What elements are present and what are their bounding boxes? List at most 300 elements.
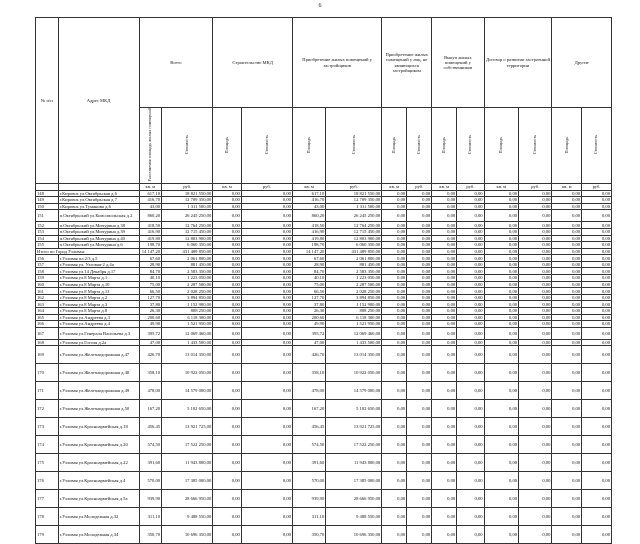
subheader-total-area: Расселяемая площадь жилых помещений xyxy=(139,108,162,184)
cost-cell: 14 579 000,00 xyxy=(326,382,382,400)
cost-cell: 0,00 xyxy=(519,255,552,262)
cost-cell: 0,00 xyxy=(457,301,484,308)
area-cell: 0,00 xyxy=(382,454,407,472)
table-row xyxy=(36,301,612,308)
area-cell: 0,00 xyxy=(484,210,519,222)
row-number: 151 xyxy=(36,210,59,222)
cost-cell: 13 921 725,00 xyxy=(326,418,382,436)
row-number: 148 xyxy=(36,190,59,197)
unit-cell-empty xyxy=(58,183,139,190)
cost-cell: 0,00 xyxy=(407,268,432,275)
cost-cell: 1 223 050,00 xyxy=(162,275,213,282)
cost-cell: 1 521 950,00 xyxy=(326,321,382,328)
area-cell: 0,00 xyxy=(213,339,242,346)
area-cell: 43,00 xyxy=(292,203,325,210)
page-number: 6 xyxy=(318,3,322,9)
area-cell: 860,20 xyxy=(292,210,325,222)
area-cell: 0,00 xyxy=(552,436,582,454)
subheader-area: Площадь xyxy=(432,108,457,184)
area-cell: 0,00 xyxy=(432,261,457,268)
cost-cell: 0,00 xyxy=(519,346,552,364)
table-row xyxy=(36,248,612,255)
table-row xyxy=(36,327,612,339)
area-cell: 0,00 xyxy=(484,228,519,235)
cost-cell: 0,00 xyxy=(241,222,292,229)
area-cell: 0,00 xyxy=(484,248,519,255)
cost-cell: 0,00 xyxy=(407,308,432,315)
cost-cell: 0,00 xyxy=(582,248,612,255)
cost-cell: 0,00 xyxy=(241,346,292,364)
unit-area: кв. м xyxy=(432,183,457,190)
area-cell: 0,00 xyxy=(382,327,407,339)
address-cell: г.Узловая ул.Красноармейская д.4 xyxy=(58,472,139,490)
cost-cell: 0,00 xyxy=(241,308,292,315)
cost-cell: 0,00 xyxy=(407,301,432,308)
area-cell: 0,00 xyxy=(382,261,407,268)
area-cell: 478,00 xyxy=(292,382,325,400)
area-cell: 0,00 xyxy=(213,472,242,490)
area-cell: 456,45 xyxy=(292,418,325,436)
cost-cell: 0,00 xyxy=(457,203,484,210)
area-cell: 0,00 xyxy=(484,382,519,400)
area-cell: 350,70 xyxy=(292,526,325,544)
area-cell: 0,00 xyxy=(552,346,582,364)
area-cell: 0,00 xyxy=(213,248,242,255)
cost-cell: 28 666 950,00 xyxy=(162,490,213,508)
cost-cell: 0,00 xyxy=(457,268,484,275)
area-cell: 0,00 xyxy=(213,364,242,382)
cost-cell: 0,00 xyxy=(519,472,552,490)
area-cell: 0,00 xyxy=(213,288,242,295)
cost-cell: 0,00 xyxy=(241,364,292,382)
table-row xyxy=(36,275,612,282)
area-cell: 0,00 xyxy=(432,210,457,222)
area-cell: 0,00 xyxy=(552,321,582,328)
area-cell: 0,00 xyxy=(484,255,519,262)
area-cell: 0,00 xyxy=(382,268,407,275)
area-cell: 0,00 xyxy=(552,339,582,346)
area-cell: 0,00 xyxy=(552,314,582,321)
cost-cell: 0,00 xyxy=(241,275,292,282)
area-cell: 0,00 xyxy=(213,454,242,472)
row-number: 159 xyxy=(36,275,59,282)
area-cell: 426,70 xyxy=(292,346,325,364)
area-cell: 0,00 xyxy=(382,275,407,282)
cost-cell: 0,00 xyxy=(407,418,432,436)
cost-cell: 0,00 xyxy=(582,301,612,308)
cost-cell: 1 311 500,00 xyxy=(326,203,382,210)
cost-cell: 12 709 350,00 xyxy=(326,197,382,204)
cost-cell: 9 488 550,00 xyxy=(326,508,382,526)
cost-cell: 2 028 250,00 xyxy=(326,288,382,295)
area-cell: 939,90 xyxy=(292,490,325,508)
cost-cell: 17 385 000,00 xyxy=(326,472,382,490)
row-number: 178 xyxy=(36,508,59,526)
cost-cell: 0,00 xyxy=(407,472,432,490)
cost-cell: 0,00 xyxy=(407,248,432,255)
cost-cell: 0,00 xyxy=(582,261,612,268)
group-header-other: Другие xyxy=(552,18,612,108)
area-cell: 0,00 xyxy=(432,314,457,321)
address-cell: п.Октябрьский ул.Мичурина д.39 xyxy=(58,228,139,235)
area-cell: 0,00 xyxy=(382,490,407,508)
area-cell: 0,00 xyxy=(484,400,519,418)
cost-cell: 0,00 xyxy=(457,281,484,288)
cost-cell: 0,00 xyxy=(582,203,612,210)
cost-cell: 0,00 xyxy=(241,314,292,321)
table-row xyxy=(36,454,612,472)
cost-cell: 0,00 xyxy=(457,382,484,400)
area-cell: 67,60 xyxy=(292,255,325,262)
area-cell: 0,00 xyxy=(432,242,457,249)
table-row xyxy=(36,436,612,454)
area-cell: 0,00 xyxy=(432,190,457,197)
address-cell: г.Узловая ул.8 Марта д.1 xyxy=(58,275,139,282)
unit-area: кв. м xyxy=(484,183,519,190)
cost-cell: 0,00 xyxy=(519,235,552,242)
area-cell: 0,00 xyxy=(213,228,242,235)
area-cell: 0,00 xyxy=(432,490,457,508)
cost-cell: 1 152 900,00 xyxy=(162,301,213,308)
area-cell: 0,00 xyxy=(484,321,519,328)
subheader-cost: Стоимость xyxy=(326,108,382,184)
area-cell: 0,00 xyxy=(484,472,519,490)
cost-cell: 10 696 350,00 xyxy=(326,526,382,544)
table-row xyxy=(36,418,612,436)
cost-cell: 0,00 xyxy=(519,281,552,288)
cost-cell: 0,00 xyxy=(457,454,484,472)
cost-cell: 12 715 450,00 xyxy=(162,228,213,235)
area-cell: 391,60 xyxy=(139,454,162,472)
cost-cell: 0,00 xyxy=(241,418,292,436)
row-number: 157 xyxy=(36,261,59,268)
unit-currency: руб. xyxy=(407,183,432,190)
area-cell: 0,00 xyxy=(432,400,457,418)
row-number: 166 xyxy=(36,321,59,328)
area-cell: 0,00 xyxy=(382,288,407,295)
table-row xyxy=(36,288,612,295)
cost-cell: 0,00 xyxy=(519,364,552,382)
unit-area: кв. м xyxy=(139,183,162,190)
cost-cell: 5 102 650,00 xyxy=(326,400,382,418)
address-cell: г.Кировск ул.Октябрьская д.7 xyxy=(58,197,139,204)
cost-cell: 0,00 xyxy=(519,400,552,418)
row-number: 168 xyxy=(36,339,59,346)
subheader-cost: Стоимость xyxy=(457,108,484,184)
cost-cell: 0,00 xyxy=(519,301,552,308)
area-cell: 0,00 xyxy=(432,418,457,436)
cost-cell: 0,00 xyxy=(241,210,292,222)
area-cell: 0,00 xyxy=(213,382,242,400)
area-cell: 0,00 xyxy=(484,364,519,382)
row-number: 176 xyxy=(36,472,59,490)
cost-cell: 13 921 725,00 xyxy=(162,418,213,436)
cost-cell: 12 709 350,00 xyxy=(162,197,213,204)
cost-cell: 0,00 xyxy=(519,508,552,526)
area-cell: 0,00 xyxy=(213,418,242,436)
address-cell: г.Узловая ул.8 Марта д.10 xyxy=(58,281,139,288)
row-number: 169 xyxy=(36,346,59,364)
area-cell: 0,00 xyxy=(484,308,519,315)
table-row xyxy=(36,190,612,197)
area-cell: 350,70 xyxy=(139,526,162,544)
area-cell: 0,00 xyxy=(432,235,457,242)
cost-cell: 0,00 xyxy=(457,472,484,490)
address-cell: г.Узловая ул.14 Декабря д.17 xyxy=(58,268,139,275)
table-row xyxy=(36,321,612,328)
area-cell: 0,00 xyxy=(552,308,582,315)
area-cell: 0,00 xyxy=(484,275,519,282)
address-cell: г.Узловая ул.Гоголя д.2а xyxy=(58,339,139,346)
area-cell: 0,00 xyxy=(484,190,519,197)
cost-cell: 0,00 xyxy=(582,242,612,249)
area-cell: 0,00 xyxy=(552,248,582,255)
area-cell: 40,10 xyxy=(292,275,325,282)
area-cell: 0,00 xyxy=(432,327,457,339)
area-cell: 0,00 xyxy=(552,197,582,204)
cost-cell: 0,00 xyxy=(519,327,552,339)
area-cell: 0,00 xyxy=(484,301,519,308)
col-number-header: № п/п xyxy=(36,18,59,184)
area-cell: 570,00 xyxy=(292,472,325,490)
address-cell: г.Узловая ул.8 Марта д.3 xyxy=(58,301,139,308)
table-row xyxy=(36,203,612,210)
cost-cell: 0,00 xyxy=(582,436,612,454)
area-cell: 0,00 xyxy=(213,314,242,321)
area-cell: 0,00 xyxy=(432,197,457,204)
area-cell: 0,00 xyxy=(432,526,457,544)
cost-cell: 0,00 xyxy=(582,400,612,418)
subheader-area: Площадь xyxy=(292,108,325,184)
cost-cell: 0,00 xyxy=(407,261,432,268)
area-cell: 0,00 xyxy=(552,400,582,418)
cost-cell: 0,00 xyxy=(241,248,292,255)
area-cell: 0,00 xyxy=(552,190,582,197)
cost-cell: 0,00 xyxy=(241,281,292,288)
address-cell: г.Узловая ул.8 Марта д.2 xyxy=(58,294,139,301)
area-cell: 0,00 xyxy=(382,197,407,204)
cost-cell: 6 118 300,00 xyxy=(162,314,213,321)
cost-cell: 0,00 xyxy=(241,400,292,418)
cost-cell: 9 488 550,00 xyxy=(162,508,213,526)
area-cell: 0,00 xyxy=(382,436,407,454)
table-row xyxy=(36,382,612,400)
cost-cell: 0,00 xyxy=(241,472,292,490)
cost-cell: 0,00 xyxy=(241,508,292,526)
group-header-total: Всего xyxy=(139,18,213,108)
cost-cell: 17 385 000,00 xyxy=(162,472,213,490)
cost-cell: 0,00 xyxy=(519,248,552,255)
area-cell: 0,00 xyxy=(213,281,242,288)
cost-cell: 0,00 xyxy=(457,255,484,262)
cost-cell: 0,00 xyxy=(457,235,484,242)
area-cell: 167,20 xyxy=(292,400,325,418)
area-cell: 0,00 xyxy=(484,314,519,321)
cost-cell: 0,00 xyxy=(582,382,612,400)
table-row xyxy=(36,210,612,222)
cost-cell: 0,00 xyxy=(457,418,484,436)
cost-cell: 0,00 xyxy=(407,490,432,508)
cost-cell: 0,00 xyxy=(582,508,612,526)
group-header-buyout: Выкуп жилых помещений у собственников xyxy=(432,18,484,108)
cost-cell: 0,00 xyxy=(407,436,432,454)
row-number: 165 xyxy=(36,314,59,321)
cost-cell: 0,00 xyxy=(241,228,292,235)
area-cell: 0,00 xyxy=(432,346,457,364)
cost-cell: 26 245 250,00 xyxy=(326,210,382,222)
cost-cell: 0,00 xyxy=(241,255,292,262)
area-cell: 0,00 xyxy=(552,228,582,235)
unit-cell-empty xyxy=(36,183,59,190)
area-cell: 0,00 xyxy=(213,190,242,197)
area-cell: 0,00 xyxy=(432,281,457,288)
cost-cell: 0,00 xyxy=(582,275,612,282)
cost-cell: 2 583 350,00 xyxy=(162,268,213,275)
area-cell: 47,00 xyxy=(139,339,162,346)
table-row xyxy=(36,308,612,315)
cost-cell: 0,00 xyxy=(457,288,484,295)
area-cell: 0,00 xyxy=(432,294,457,301)
address-cell: г.Узловая ул.Красноармейская д.18 xyxy=(58,418,139,436)
address-cell: г.Узловая ул.Андреева д.3 xyxy=(58,314,139,321)
row-number: 160 xyxy=(36,281,59,288)
table-body xyxy=(36,190,612,544)
cost-cell: 12 069 460,00 xyxy=(162,327,213,339)
area-cell: 0,00 xyxy=(432,228,457,235)
table-row xyxy=(36,314,612,321)
row-number: 149 xyxy=(36,197,59,204)
area-cell: 0,00 xyxy=(213,490,242,508)
area-cell: 0,00 xyxy=(213,242,242,249)
area-cell: 0,00 xyxy=(484,203,519,210)
area-cell: 67,60 xyxy=(139,255,162,262)
area-cell: 0,00 xyxy=(552,281,582,288)
subtotal-label: Итого по Город Узловая: xyxy=(36,248,140,255)
table-row xyxy=(36,339,612,346)
area-cell: 0,00 xyxy=(552,454,582,472)
unit-area: кв. м xyxy=(292,183,325,190)
area-cell: 0,00 xyxy=(552,418,582,436)
cost-cell: 11 943 800,00 xyxy=(326,454,382,472)
address-cell: г.Узловая ул.Молодежная д.34 xyxy=(58,526,139,544)
cost-cell: 0,00 xyxy=(241,321,292,328)
cost-cell: 881 450,00 xyxy=(162,261,213,268)
area-cell: 0,00 xyxy=(213,321,242,328)
cost-cell: 0,00 xyxy=(407,321,432,328)
row-number: 167 xyxy=(36,327,59,339)
cost-cell: 0,00 xyxy=(407,314,432,321)
area-cell: 426,70 xyxy=(139,346,162,364)
area-cell: 0,00 xyxy=(484,288,519,295)
resettlement-table xyxy=(35,17,612,544)
area-cell: 0,00 xyxy=(432,275,457,282)
unit-currency: руб. xyxy=(457,183,484,190)
area-cell: 0,00 xyxy=(213,508,242,526)
table-row xyxy=(36,261,612,268)
area-cell: 84,70 xyxy=(139,268,162,275)
area-cell: 311,10 xyxy=(292,508,325,526)
area-cell: 391,60 xyxy=(292,454,325,472)
area-cell: 0,00 xyxy=(432,339,457,346)
cost-cell: 0,00 xyxy=(519,275,552,282)
area-cell: 49,90 xyxy=(292,321,325,328)
area-cell: 0,00 xyxy=(552,235,582,242)
cost-cell: 0,00 xyxy=(407,454,432,472)
address-cell: п.Октябрьский ул.Мичурина д.40 xyxy=(58,235,139,242)
area-cell: 416,70 xyxy=(292,197,325,204)
area-cell: 0,00 xyxy=(382,400,407,418)
cost-cell: 0,00 xyxy=(582,228,612,235)
area-cell: 66,50 xyxy=(139,288,162,295)
cost-cell: 0,00 xyxy=(241,490,292,508)
cost-cell: 0,00 xyxy=(457,275,484,282)
area-cell: 0,00 xyxy=(213,222,242,229)
area-cell: 0,00 xyxy=(484,294,519,301)
area-cell: 0,00 xyxy=(213,255,242,262)
cost-cell: 0,00 xyxy=(407,281,432,288)
cost-cell: 17 522 250,00 xyxy=(326,436,382,454)
group-header-construction: Строительство МКД xyxy=(213,18,293,108)
address-cell: г.Кировск ул.Туманова д.6 xyxy=(58,203,139,210)
area-cell: 26,30 xyxy=(139,308,162,315)
area-cell: 0,00 xyxy=(484,490,519,508)
address-cell: г.Узловая ул.Генерала Васильева д.3 xyxy=(58,327,139,339)
address-cell: г.Узловая ул.Молодежная д.32 xyxy=(58,508,139,526)
area-cell: 0,00 xyxy=(432,288,457,295)
cost-cell: 0,00 xyxy=(457,242,484,249)
cost-cell: 2 287 500,00 xyxy=(326,281,382,288)
area-cell: 0,00 xyxy=(382,508,407,526)
area-cell: 0,00 xyxy=(552,275,582,282)
area-cell: 0,00 xyxy=(432,472,457,490)
cost-cell: 0,00 xyxy=(241,197,292,204)
cost-cell: 0,00 xyxy=(457,314,484,321)
address-cell: г.Узловая ул.Красноармейская д.20 xyxy=(58,436,139,454)
cost-cell: 0,00 xyxy=(582,339,612,346)
row-number: 155 xyxy=(36,242,59,249)
area-cell: 0,00 xyxy=(213,235,242,242)
area-cell: 0,00 xyxy=(382,364,407,382)
cost-cell: 0,00 xyxy=(457,339,484,346)
area-cell: 0,00 xyxy=(552,288,582,295)
cost-cell: 12 803 900,00 xyxy=(326,235,382,242)
subheader-area: Площадь xyxy=(213,108,242,184)
row-number: 174 xyxy=(36,436,59,454)
cost-cell: 0,00 xyxy=(407,339,432,346)
col-address-header: Адрес МКД xyxy=(58,18,139,184)
cost-cell: 0,00 xyxy=(582,321,612,328)
cost-cell: 2 061 800,00 xyxy=(162,255,213,262)
cost-cell: 0,00 xyxy=(457,321,484,328)
area-cell: 0,00 xyxy=(484,526,519,544)
cost-cell: 0,00 xyxy=(519,294,552,301)
table-row xyxy=(36,490,612,508)
table-row xyxy=(36,294,612,301)
cost-cell: 0,00 xyxy=(407,327,432,339)
area-cell: 0,00 xyxy=(484,281,519,288)
cost-cell: 0,00 xyxy=(582,314,612,321)
area-cell: 49,90 xyxy=(139,321,162,328)
cost-cell: 0,00 xyxy=(457,222,484,229)
cost-cell: 0,00 xyxy=(519,222,552,229)
table-row xyxy=(36,364,612,382)
subheader-area: Площадь xyxy=(484,108,519,184)
cost-cell: 0,00 xyxy=(241,203,292,210)
table-row xyxy=(36,242,612,249)
area-cell: 0,00 xyxy=(432,308,457,315)
cost-cell: 0,00 xyxy=(582,235,612,242)
area-cell: 0,00 xyxy=(484,197,519,204)
